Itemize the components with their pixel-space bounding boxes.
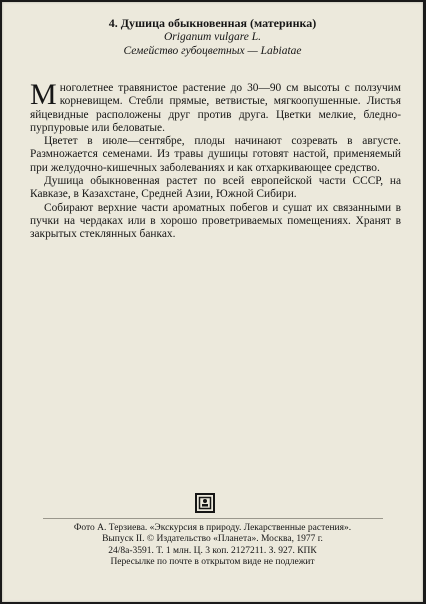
drop-cap: М — [30, 78, 57, 111]
postcard-back — [2, 2, 423, 602]
imprint — [2, 518, 423, 569]
family-name: Семейство губоцветных — Labiatae — [123, 45, 302, 57]
paragraph-description-text: ноголетнее травянистое растение до 30—90 см высоты с ползучим корневищем. Стебли прямые, ветвистые, мягкоопушенные. Листья яйцевидные расположены друг против друга. Цветки мелкие, бледно-пурпуровые или беловатые. — [30, 82, 401, 134]
latin-name: Origanum vulgare L. — [163, 31, 261, 43]
imprint-line-2: Выпуск II. © Издательство «Планета». Москва, 1977 г. — [102, 534, 323, 545]
imprint-line-3: 24/8а-3591. Т. 1 млн. Ц. 3 коп. 2127211. З. 927. КПК — [108, 545, 317, 556]
imprint-line-1: Фото А. Терзиева. «Экскурсия в природу. Лекарственные растения». — [73, 523, 352, 533]
paragraph-description — [30, 78, 401, 135]
footer-divider — [43, 518, 383, 519]
paragraph-distribution: Душица обыкновенная растет по всей европейской части СССР, на Кавказе, в Казахстане, Средней Азии, Южной Сибири. — [30, 175, 401, 201]
paragraph-flowering: Цветет в июле—сентябре, плоды начинают созревать в августе. Размножается семенами. Из травы душицы готовят настой, применяемый при желудочно-кишечных заболеваниях и как отхаркивающее средство. — [30, 135, 401, 174]
publisher-logo-icon — [195, 493, 215, 513]
plant-title: 4. Душица обыкновенная (материнка) — [108, 16, 317, 30]
paragraph-harvesting: Собирают верхние части ароматных побегов и сушат их связанными в пучки на чердаках или в хорошо проветриваемых помещениях. Хранят в закрытых стеклянных банках. — [30, 201, 401, 241]
header — [2, 16, 423, 58]
description — [30, 78, 401, 242]
imprint-line-4: Пересылке по почте в открытом виде не подлежит — [110, 557, 315, 568]
